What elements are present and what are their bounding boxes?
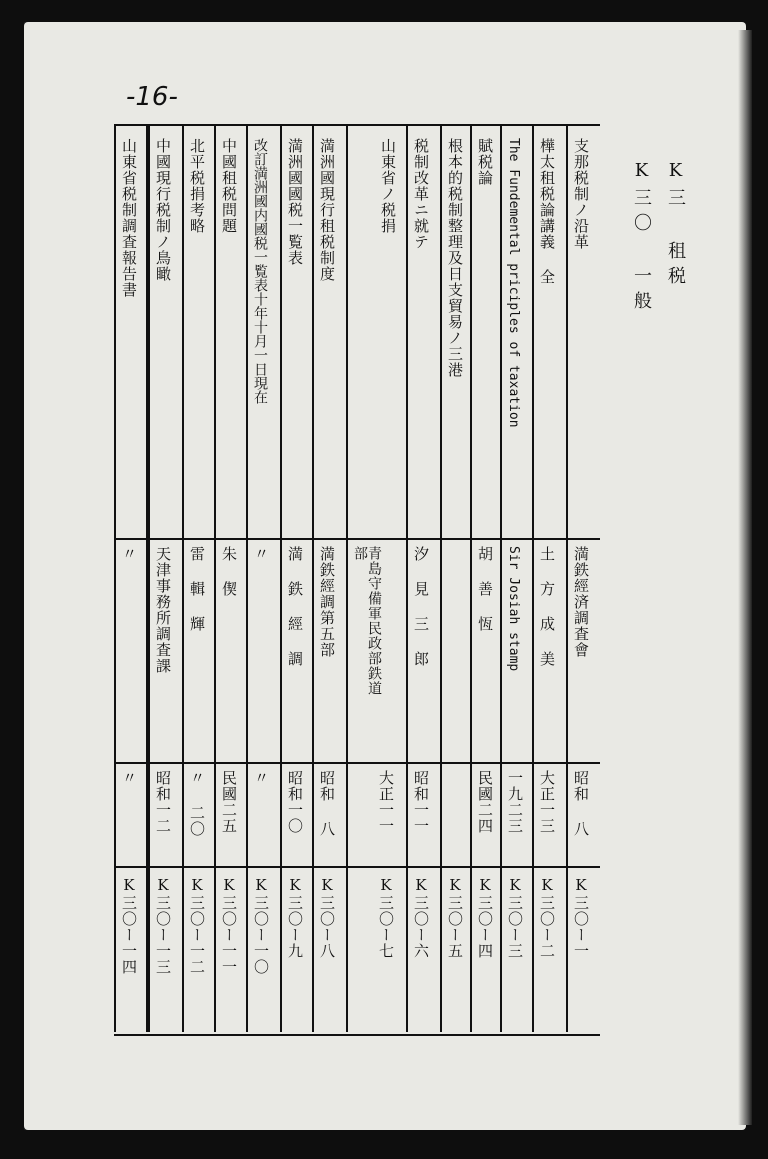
entry-date: 大正一一 [377, 770, 395, 834]
entry-author: 雷 輯 輝 [188, 546, 206, 632]
entry-author: 土 方 成 美 [538, 546, 556, 667]
entry-author: Sir Josiah stamp [506, 546, 521, 672]
entry-date: 大正一三 [538, 770, 556, 834]
catalog-entry [246, 124, 280, 1032]
entry-code: K三〇ー一三 [154, 876, 172, 975]
catalog-entry [470, 124, 500, 1032]
entry-title: 山東省税制調査報告書 [120, 138, 138, 298]
catalog-entry [182, 124, 214, 1032]
section-heading: K三 租税 [665, 160, 686, 291]
entry-title: 満洲國現行租税制度 [318, 138, 336, 282]
entry-code: K三〇ー四 [476, 876, 494, 959]
entry-code: K三〇ー一一 [220, 876, 238, 975]
entry-date: 昭和一二 [154, 770, 172, 834]
entry-code: K三〇ー八 [318, 876, 336, 959]
catalog-entry [148, 124, 182, 1032]
catalog-entry [214, 124, 246, 1032]
catalog-entry [312, 124, 346, 1032]
entry-title: 中國租税問題 [220, 138, 238, 234]
entry-title: 樺太租税論講義 全 [538, 138, 556, 285]
entry-code: K三〇ー九 [286, 876, 304, 959]
catalog-entry [532, 124, 566, 1032]
entry-date: 昭和 八 [318, 770, 336, 837]
entry-title: 改訂満洲國内國税一覧表十年十月一日現在 [252, 138, 268, 404]
entry-date: 昭和一〇 [286, 770, 304, 834]
entry-title: The Fundemental priciples of taxation [506, 138, 521, 428]
entry-date: 民國二四 [476, 770, 494, 834]
entry-author: 天津事務所調査課 [154, 546, 172, 674]
entry-date: 〃 二〇 [188, 770, 206, 837]
catalog-entry [440, 124, 470, 1032]
entry-code: K三〇ー三 [506, 876, 524, 959]
entry-title: 税制改革ニ就テ [412, 138, 430, 250]
entry-code: K三〇ー一〇 [252, 876, 270, 975]
entry-date: 民國二五 [220, 770, 238, 834]
entry-code: K三〇ー一 [572, 876, 590, 959]
entry-author: 満鉄經調第五部 [318, 546, 336, 658]
entry-code: K三〇ー一四 [120, 876, 138, 975]
entry-title: 根本的税制整理及日支貿易ノ三港 [446, 138, 464, 378]
entry-author: 〃 [252, 546, 270, 562]
catalog-entry [500, 124, 532, 1032]
subsection-heading: K三〇 一般 [631, 160, 652, 316]
entry-title: 北平税捐考略 [188, 138, 206, 234]
entry-title: 満洲國國税一覧表 [286, 138, 304, 266]
entry-code: K三〇ー二 [538, 876, 556, 959]
entry-author: 胡 善 恆 [476, 546, 494, 632]
entry-code: K三〇ー七 [377, 876, 395, 959]
entry-code: K三〇ー五 [446, 876, 464, 959]
entry-author: 〃 [120, 546, 138, 562]
entry-date: 昭和 八 [572, 770, 590, 837]
entry-author: 満鉄經済調査會 [572, 546, 590, 658]
catalog-entry [566, 124, 600, 1032]
entry-date: 〃 [252, 770, 270, 786]
catalog-rows [0, 124, 768, 1032]
entry-author: 汐 見 三 郎 [412, 546, 430, 667]
entry-author: 青島守備軍民政部鉄道部 [352, 546, 382, 696]
entry-date: 一九二三 [506, 770, 524, 834]
entry-title: 支那税制ノ沿革 [572, 138, 590, 250]
entry-author: 朱 偰 [220, 546, 238, 597]
entry-date: 〃 [120, 770, 138, 786]
entry-title: 山東省ノ税捐 [379, 138, 397, 234]
entry-code: K三〇ー一二 [188, 876, 206, 975]
page-number: -16- [126, 82, 178, 112]
entry-code: K三〇ー六 [412, 876, 430, 959]
catalog-entry [280, 124, 312, 1032]
entry-date: 昭和一一 [412, 770, 430, 834]
catalog-entry [406, 124, 440, 1032]
catalog-entry [114, 124, 148, 1032]
entry-title: 中國現行税制ノ鳥瞰 [154, 138, 172, 282]
entry-title: 賦税論 [476, 138, 494, 186]
catalog-entry [346, 124, 406, 1032]
entry-author: 満 鉄 經 調 [286, 546, 304, 667]
